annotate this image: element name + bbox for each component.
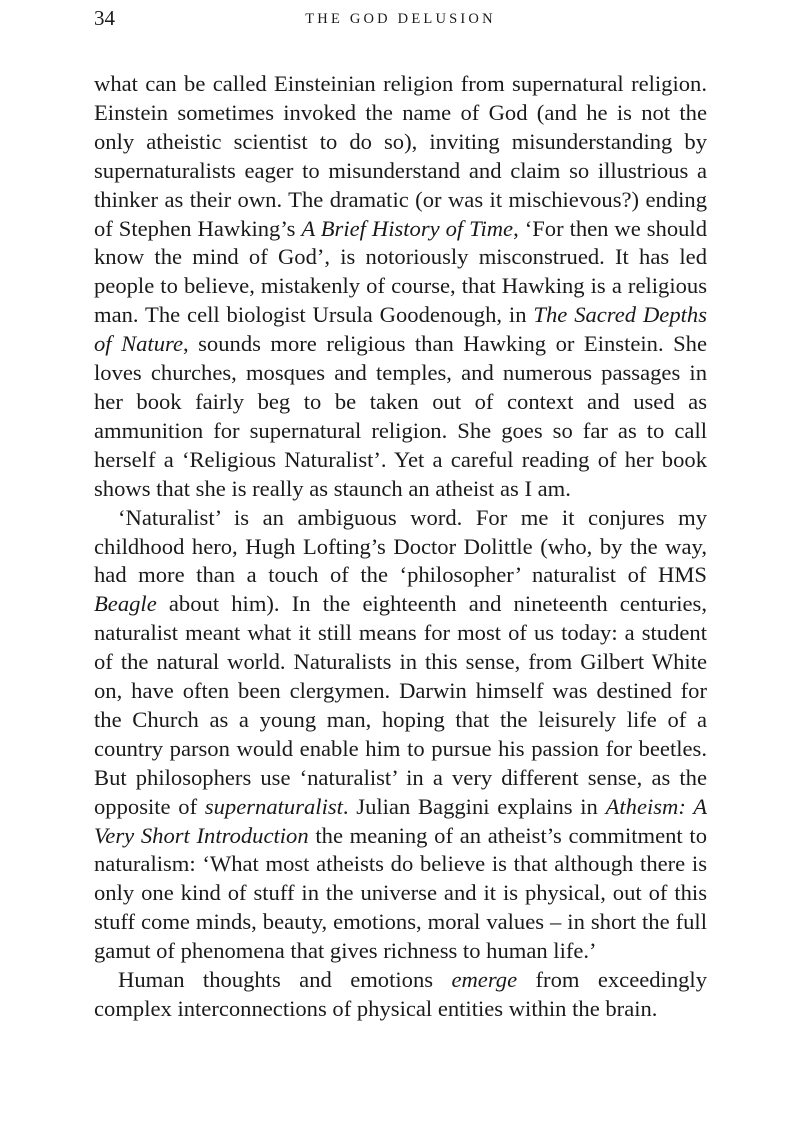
page-number: 34 xyxy=(94,6,115,30)
paragraph-1 xyxy=(94,70,707,504)
paragraph-3 xyxy=(94,966,707,1024)
emphasis-italic: emerge xyxy=(451,967,518,993)
text-segment: . Julian Baggini explains in xyxy=(342,793,606,819)
text-segment: what can be called Einsteinian religion from supernatural religion. Einstein sometimes invoked the name of God (and he is not the only atheistic scientist to do so), inviting misunderstanding by supernaturalists eager to misunderstand and claim so illustrious a thinker as their own. The dramatic (or was it mischievous?) ending of Stephen Hawking’s xyxy=(94,71,707,241)
text-segment: the meaning of an atheist’s commitment to naturalism: ‘What most atheists do believe is that although there is only one kind of stuff in the universe and it is physical, out of this stuff come minds, beauty, emotions, moral values – in short the full gamut of phenomena that gives richness to human life.’ xyxy=(94,822,707,964)
running-head: THE GOD DELUSION xyxy=(305,11,496,27)
text-segment: about him). In the eighteenth and nineteenth centuries, naturalist meant what it still means for most of us today: a student of the natural world. Naturalists in this sense, from Gilbert White on, have often been clergymen. Darwin himself was destined for the Church as a young man, hoping that the leisurely life of a country parson would enable him to pursue his passion for beetles. But philosophers use ‘naturalist’ in a very different sense, as the opposite of xyxy=(94,591,707,819)
text-segment: from exceedingly complex interconnections of physical entities within the brain. xyxy=(94,967,707,1021)
book-title-italic: The Sacred Depths of Nature xyxy=(94,302,707,357)
ship-name-italic: Beagle xyxy=(94,591,157,617)
paragraph-2 xyxy=(94,504,707,967)
book-title-italic: A Brief History of Time xyxy=(301,215,514,241)
text-segment: ‘Naturalist’ is an ambiguous word. For me it conjures my childhood hero, Hugh Lofting’s Doctor Dolittle (who, by the way, had more than a touch of the ‘philosopher’ naturalist of HMS xyxy=(94,504,707,588)
book-title-italic: Atheism: A Very Short Introduction xyxy=(94,793,707,848)
text-segment: Human thoughts and emotions xyxy=(118,967,452,993)
emphasis-italic: supernaturalist xyxy=(204,793,343,819)
text-segment: , ‘For then we should know the mind of God’, is notoriously misconstrued. It has led people to believe, mistakenly of course, that Hawking is a religious man. The cell biologist Ursula Goodenough, in xyxy=(94,215,707,328)
body-text xyxy=(94,70,707,1024)
text-segment: , sounds more religious than Hawking or Einstein. She loves churches, mosques and temples, and numerous passages in her book fairly beg to be taken out of context and used as ammunition for supernatural religion. She goes so far as to call herself a ‘Religious Naturalist’. Yet a careful reading of her book shows that she is really as staunch an atheist as I am. xyxy=(94,331,707,501)
page-header xyxy=(94,4,707,34)
